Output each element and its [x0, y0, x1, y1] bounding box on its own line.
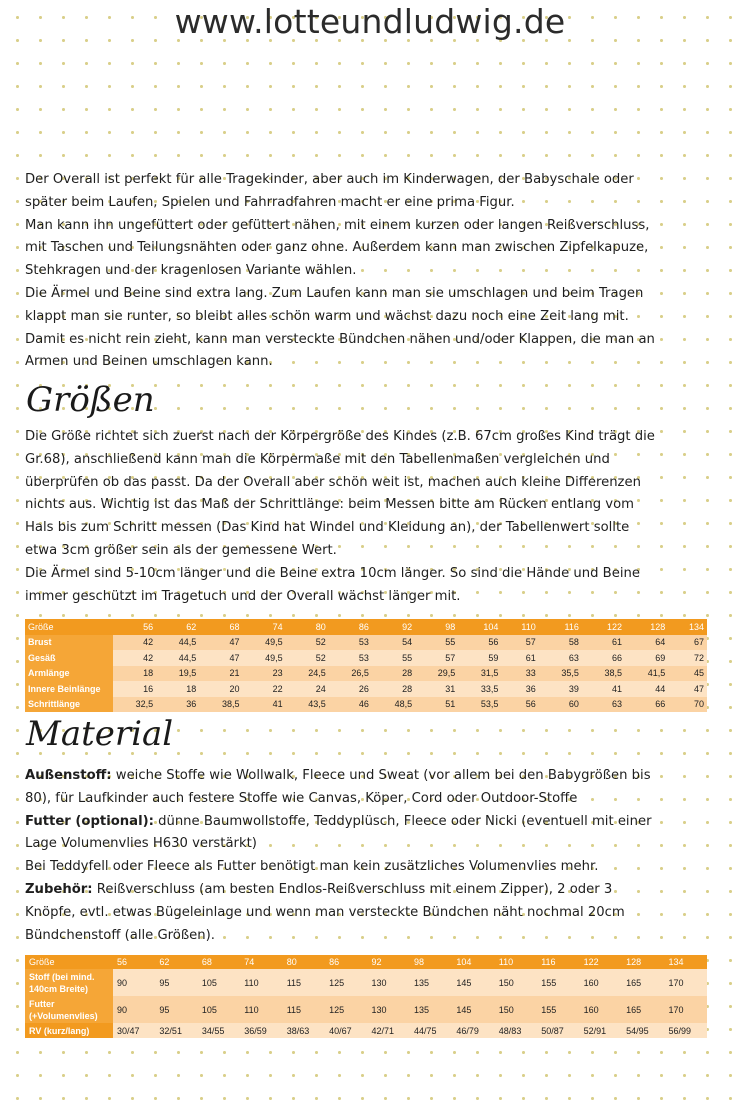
- table-cell: 29,5: [415, 666, 458, 682]
- size-header-cell: 110: [501, 619, 538, 635]
- size-header-cell: 116: [539, 619, 582, 635]
- table-cell: 64: [625, 635, 668, 651]
- material-paragraph: [25, 765, 715, 947]
- table-cell: 61: [501, 650, 538, 666]
- material-line: 80), für Laufkinder auch festere Stoffe wie Canvas, Köper, Cord oder Outdoor-Stoffe: [25, 790, 578, 806]
- table-cell: 40/67: [325, 1023, 367, 1038]
- table-row: [25, 635, 707, 651]
- size-header-cell: 134: [668, 619, 707, 635]
- table-cell: 170: [664, 996, 707, 1023]
- table-cell: 36: [156, 697, 199, 713]
- table-cell: 50/87: [537, 1023, 579, 1038]
- material-label-outer: Außenstoff:: [25, 768, 112, 783]
- table-cell: 70: [668, 697, 707, 713]
- table-cell: 55: [372, 650, 415, 666]
- table-header-row: [25, 619, 707, 635]
- size-header-cell: 122: [580, 955, 622, 969]
- size-header-cell: 128: [622, 955, 664, 969]
- table-cell: 72: [668, 650, 707, 666]
- table-cell: 170: [664, 969, 707, 996]
- row-label: Gesäß: [25, 650, 113, 666]
- intro-line: mit Taschen und Teilungsnähten oder ganz ohne. Außerdem kann man zwischen Zipfelkapuze,: [25, 240, 649, 256]
- table-cell: 18: [113, 666, 156, 682]
- material-text: weiche Stoffe wie Wollwalk, Fleece und Sweat (vor allem bei den Babygrößen bis: [111, 768, 651, 783]
- table-cell: 46/79: [452, 1023, 494, 1038]
- row-label: [25, 969, 113, 996]
- table-cell: 53: [329, 650, 372, 666]
- sizes-line: überprüfen ob das passt. Da der Overall aber schön weit ist, machen auch kleine Differenzen: [25, 474, 641, 490]
- table-cell: 45: [668, 666, 707, 682]
- table-cell: 61: [582, 635, 625, 651]
- material-line: Lage Volumenvlies H630 verstärkt): [25, 836, 257, 852]
- table-cell: 56/99: [664, 1023, 707, 1038]
- table-cell: 60: [539, 697, 582, 713]
- table-cell: 35,5: [539, 666, 582, 682]
- table-row: [25, 666, 707, 682]
- size-header-cell: 104: [458, 619, 501, 635]
- sizes-line: etwa 3cm größer sein als der gemessene Wert.: [25, 542, 337, 558]
- intro-line: später beim Laufen, Spielen und Fahrradfahren macht er eine prima Figur.: [25, 194, 515, 210]
- table-cell: 165: [622, 996, 664, 1023]
- table-cell: 49,5: [242, 650, 285, 666]
- table-cell: 160: [580, 969, 622, 996]
- table-cell: 145: [452, 969, 494, 996]
- table-cell: 52/91: [580, 1023, 622, 1038]
- material-line: [25, 765, 715, 788]
- table-cell: 57: [501, 635, 538, 651]
- table-cell: 31: [415, 681, 458, 697]
- size-header-cell: 56: [113, 955, 155, 969]
- table-cell: 38/63: [283, 1023, 325, 1038]
- table-cell: 130: [368, 969, 410, 996]
- size-header-cell: 116: [537, 955, 579, 969]
- table-cell: 125: [325, 996, 367, 1023]
- size-header-cell: 122: [582, 619, 625, 635]
- table-cell: 46: [329, 697, 372, 713]
- size-header-cell: 62: [156, 619, 199, 635]
- material-heading: Material: [26, 714, 174, 754]
- table-cell: 30/47: [113, 1023, 155, 1038]
- sizes-line: Die Größe richtet sich zuerst nach der Körpergröße des Kindes (z.B. 67cm großes Kind trägt die: [25, 429, 655, 444]
- sizes-line: nichts aus. Wichtig ist das Maß der Schrittlänge: beim Messen bitte am Rücken entlang vom: [25, 497, 634, 513]
- intro-line: Man kann ihn ungefüttert oder gefüttert nähen, mit einem kurzen oder langen Reißverschluss,: [25, 217, 650, 233]
- table-cell: 135: [410, 969, 452, 996]
- table-cell: 58: [539, 635, 582, 651]
- table-cell: 28: [372, 666, 415, 682]
- table-cell: 41: [242, 697, 285, 713]
- table-cell: 24,5: [286, 666, 329, 682]
- table-cell: 53: [329, 635, 372, 651]
- table-cell: 28: [372, 681, 415, 697]
- table-cell: 63: [539, 650, 582, 666]
- table-cell: 44/75: [410, 1023, 452, 1038]
- size-header-cell: 80: [286, 619, 329, 635]
- material-line: Bündchenstoff (alle Größen).: [25, 927, 215, 943]
- table-cell: 44,5: [156, 650, 199, 666]
- row-label: [25, 1023, 113, 1038]
- size-header-cell: 110: [495, 955, 537, 969]
- size-header-cell: 74: [242, 619, 285, 635]
- intro-line: Die Ärmel und Beine sind extra lang. Zum Laufen kann man sie umschlagen und beim Tragen: [25, 285, 644, 301]
- material-text: dünne Baumwollstoffe, Teddyplüsch, Fleece oder Nicki (eventuell mit einer: [153, 813, 652, 829]
- table-cell: 38,5: [199, 697, 242, 713]
- row-label: Brust: [25, 635, 113, 651]
- material-table: [25, 955, 707, 1038]
- table-cell: 145: [452, 996, 494, 1023]
- table-cell: 33: [501, 666, 538, 682]
- table-cell: 110: [240, 996, 282, 1023]
- table-cell: 49,5: [242, 635, 285, 651]
- table-cell: 34/55: [198, 1023, 240, 1038]
- table-cell: 26: [329, 681, 372, 697]
- table-cell: 19,5: [156, 666, 199, 682]
- table-cell: 47: [199, 635, 242, 651]
- size-header-cell: 68: [199, 619, 242, 635]
- table-cell: 36: [501, 681, 538, 697]
- table-cell: 66: [625, 697, 668, 713]
- table-cell: 56: [501, 697, 538, 713]
- table-cell: 150: [495, 969, 537, 996]
- table-cell: 47: [199, 650, 242, 666]
- table-cell: 155: [537, 969, 579, 996]
- row-label: Schrittlänge: [25, 697, 113, 713]
- table-cell: 18: [156, 681, 199, 697]
- material-label-accessories: Zubehör:: [25, 881, 93, 897]
- row-label-line: Futter: [29, 998, 55, 1009]
- table-header-label: Größe: [25, 955, 113, 969]
- intro-paragraph: [25, 169, 715, 374]
- table-cell: 155: [537, 996, 579, 1023]
- table-cell: 105: [198, 996, 240, 1023]
- table-cell: 36/59: [240, 1023, 282, 1038]
- table-cell: 90: [113, 996, 155, 1023]
- table-header-row: [25, 955, 707, 969]
- size-header-cell: 98: [410, 955, 452, 969]
- table-cell: 33,5: [458, 681, 501, 697]
- size-header-cell: 128: [625, 619, 668, 635]
- site-title: www.lotteundludwig.de: [174, 2, 566, 41]
- table-cell: 125: [325, 969, 367, 996]
- table-row: [25, 969, 707, 996]
- table-cell: 32/51: [155, 1023, 197, 1038]
- table-cell: 31,5: [458, 666, 501, 682]
- table-row: [25, 681, 707, 697]
- size-header-cell: 56: [113, 619, 156, 635]
- row-label-line: 140cm Breite): [29, 983, 89, 994]
- table-cell: 66: [582, 650, 625, 666]
- table-cell: 48,5: [372, 697, 415, 713]
- row-label: Innere Beinlänge: [25, 681, 113, 697]
- material-line: Knöpfe, evtl. etwas Bügeleinlage und wenn man versteckte Bündchen näht nochmal 20cm: [25, 904, 625, 920]
- material-line: Bei Teddyfell oder Fleece als Futter benötigt man kein zusätzliches Volumenvlies mehr.: [25, 859, 599, 875]
- size-header-cell: 134: [664, 955, 707, 969]
- size-header-cell: 98: [415, 619, 458, 635]
- size-header-cell: 80: [283, 955, 325, 969]
- size-header-cell: 74: [240, 955, 282, 969]
- row-label: Armlänge: [25, 666, 113, 682]
- table-cell: 39: [539, 681, 582, 697]
- table-cell: 69: [625, 650, 668, 666]
- table-cell: 32,5: [113, 697, 156, 713]
- material-label-lining: Futter (optional):: [25, 813, 154, 829]
- size-header-cell: 92: [368, 955, 410, 969]
- table-cell: 42: [113, 650, 156, 666]
- sizes-line: Die Ärmel sind 5-10cm länger und die Beine extra 10cm länger. So sind die Hände und Beine: [25, 565, 640, 581]
- sizes-line: Gr.68), anschließend kann man die Körpermaße mit den Tabellenmaßen vergleichen und: [25, 451, 610, 467]
- table-cell: 95: [155, 969, 197, 996]
- size-header-cell: 86: [325, 955, 367, 969]
- table-cell: 53,5: [458, 697, 501, 713]
- table-cell: 95: [155, 996, 197, 1023]
- row-label-line: (+Volumenvlies): [29, 1010, 98, 1021]
- table-cell: 165: [622, 969, 664, 996]
- table-cell: 110: [240, 969, 282, 996]
- table-cell: 150: [495, 996, 537, 1023]
- table-cell: 54/95: [622, 1023, 664, 1038]
- table-cell: 16: [113, 681, 156, 697]
- table-cell: 23: [242, 666, 285, 682]
- material-line: [25, 811, 715, 834]
- table-cell: 160: [580, 996, 622, 1023]
- table-cell: 43,5: [286, 697, 329, 713]
- table-cell: 130: [368, 996, 410, 1023]
- table-cell: 41: [582, 681, 625, 697]
- table-cell: 20: [199, 681, 242, 697]
- table-cell: 26,5: [329, 666, 372, 682]
- table-row: [25, 697, 707, 713]
- sizes-paragraph: [25, 426, 715, 608]
- size-header-cell: 68: [198, 955, 240, 969]
- table-cell: 135: [410, 996, 452, 1023]
- table-row: [25, 650, 707, 666]
- intro-line: klappt man sie runter, so bleibt alles schön warm und wächst dazu noch eine Zeit lang mit.: [25, 308, 629, 324]
- table-cell: 47: [668, 681, 707, 697]
- table-cell: 56: [458, 635, 501, 651]
- row-label: [25, 996, 113, 1023]
- table-cell: 54: [372, 635, 415, 651]
- table-cell: 44: [625, 681, 668, 697]
- table-cell: 59: [458, 650, 501, 666]
- table-cell: 41,5: [625, 666, 668, 682]
- row-label-line: Stoff (bei mind.: [29, 971, 95, 982]
- table-cell: 57: [415, 650, 458, 666]
- table-cell: 55: [415, 635, 458, 651]
- row-label-line: RV (kurz/lang): [29, 1025, 90, 1036]
- table-header-label: Größe: [25, 619, 113, 635]
- table-cell: 44,5: [156, 635, 199, 651]
- table-cell: 38,5: [582, 666, 625, 682]
- table-cell: 52: [286, 635, 329, 651]
- size-header-cell: 92: [372, 619, 415, 635]
- table-cell: 67: [668, 635, 707, 651]
- sizes-line: Hals bis zum Schritt messen (Das Kind hat Windel und Kleidung an), der Tabellenwert sollte: [25, 520, 630, 536]
- table-cell: 21: [199, 666, 242, 682]
- intro-line: Armen und Beinen umschlagen kann.: [25, 354, 273, 370]
- intro-line: Damit es nicht rein zieht, kann man versteckte Bündchen nähen und/oder Klappen, die man an: [25, 331, 655, 347]
- sizes-line: immer geschützt im Tragetuch und der Overall wächst länger mit.: [25, 588, 461, 604]
- intro-line: Der Overall ist perfekt für alle Tragekinder, aber auch im Kinderwagen, der Babyschale oder: [25, 172, 634, 187]
- body-measurements-table: [25, 619, 707, 712]
- table-cell: 42: [113, 635, 156, 651]
- table-cell: 51: [415, 697, 458, 713]
- size-header-cell: 62: [155, 955, 197, 969]
- sizes-heading: Größen: [26, 380, 155, 420]
- table-cell: 115: [283, 969, 325, 996]
- table-row: [25, 996, 707, 1023]
- table-cell: 22: [242, 681, 285, 697]
- size-header-cell: 104: [452, 955, 494, 969]
- intro-line: Stehkragen und der kragenlosen Variante wählen.: [25, 263, 357, 279]
- material-text: Reißverschluss (am besten Endlos-Reißverschluss mit einem Zipper), 2 oder 3: [92, 881, 613, 897]
- table-cell: 24: [286, 681, 329, 697]
- table-cell: 90: [113, 969, 155, 996]
- table-cell: 48/83: [495, 1023, 537, 1038]
- table-cell: 105: [198, 969, 240, 996]
- table-cell: 63: [582, 697, 625, 713]
- table-cell: 52: [286, 650, 329, 666]
- table-row: [25, 1023, 707, 1038]
- table-cell: 115: [283, 996, 325, 1023]
- material-line: [25, 879, 715, 902]
- table-cell: 42/71: [368, 1023, 410, 1038]
- size-header-cell: 86: [329, 619, 372, 635]
